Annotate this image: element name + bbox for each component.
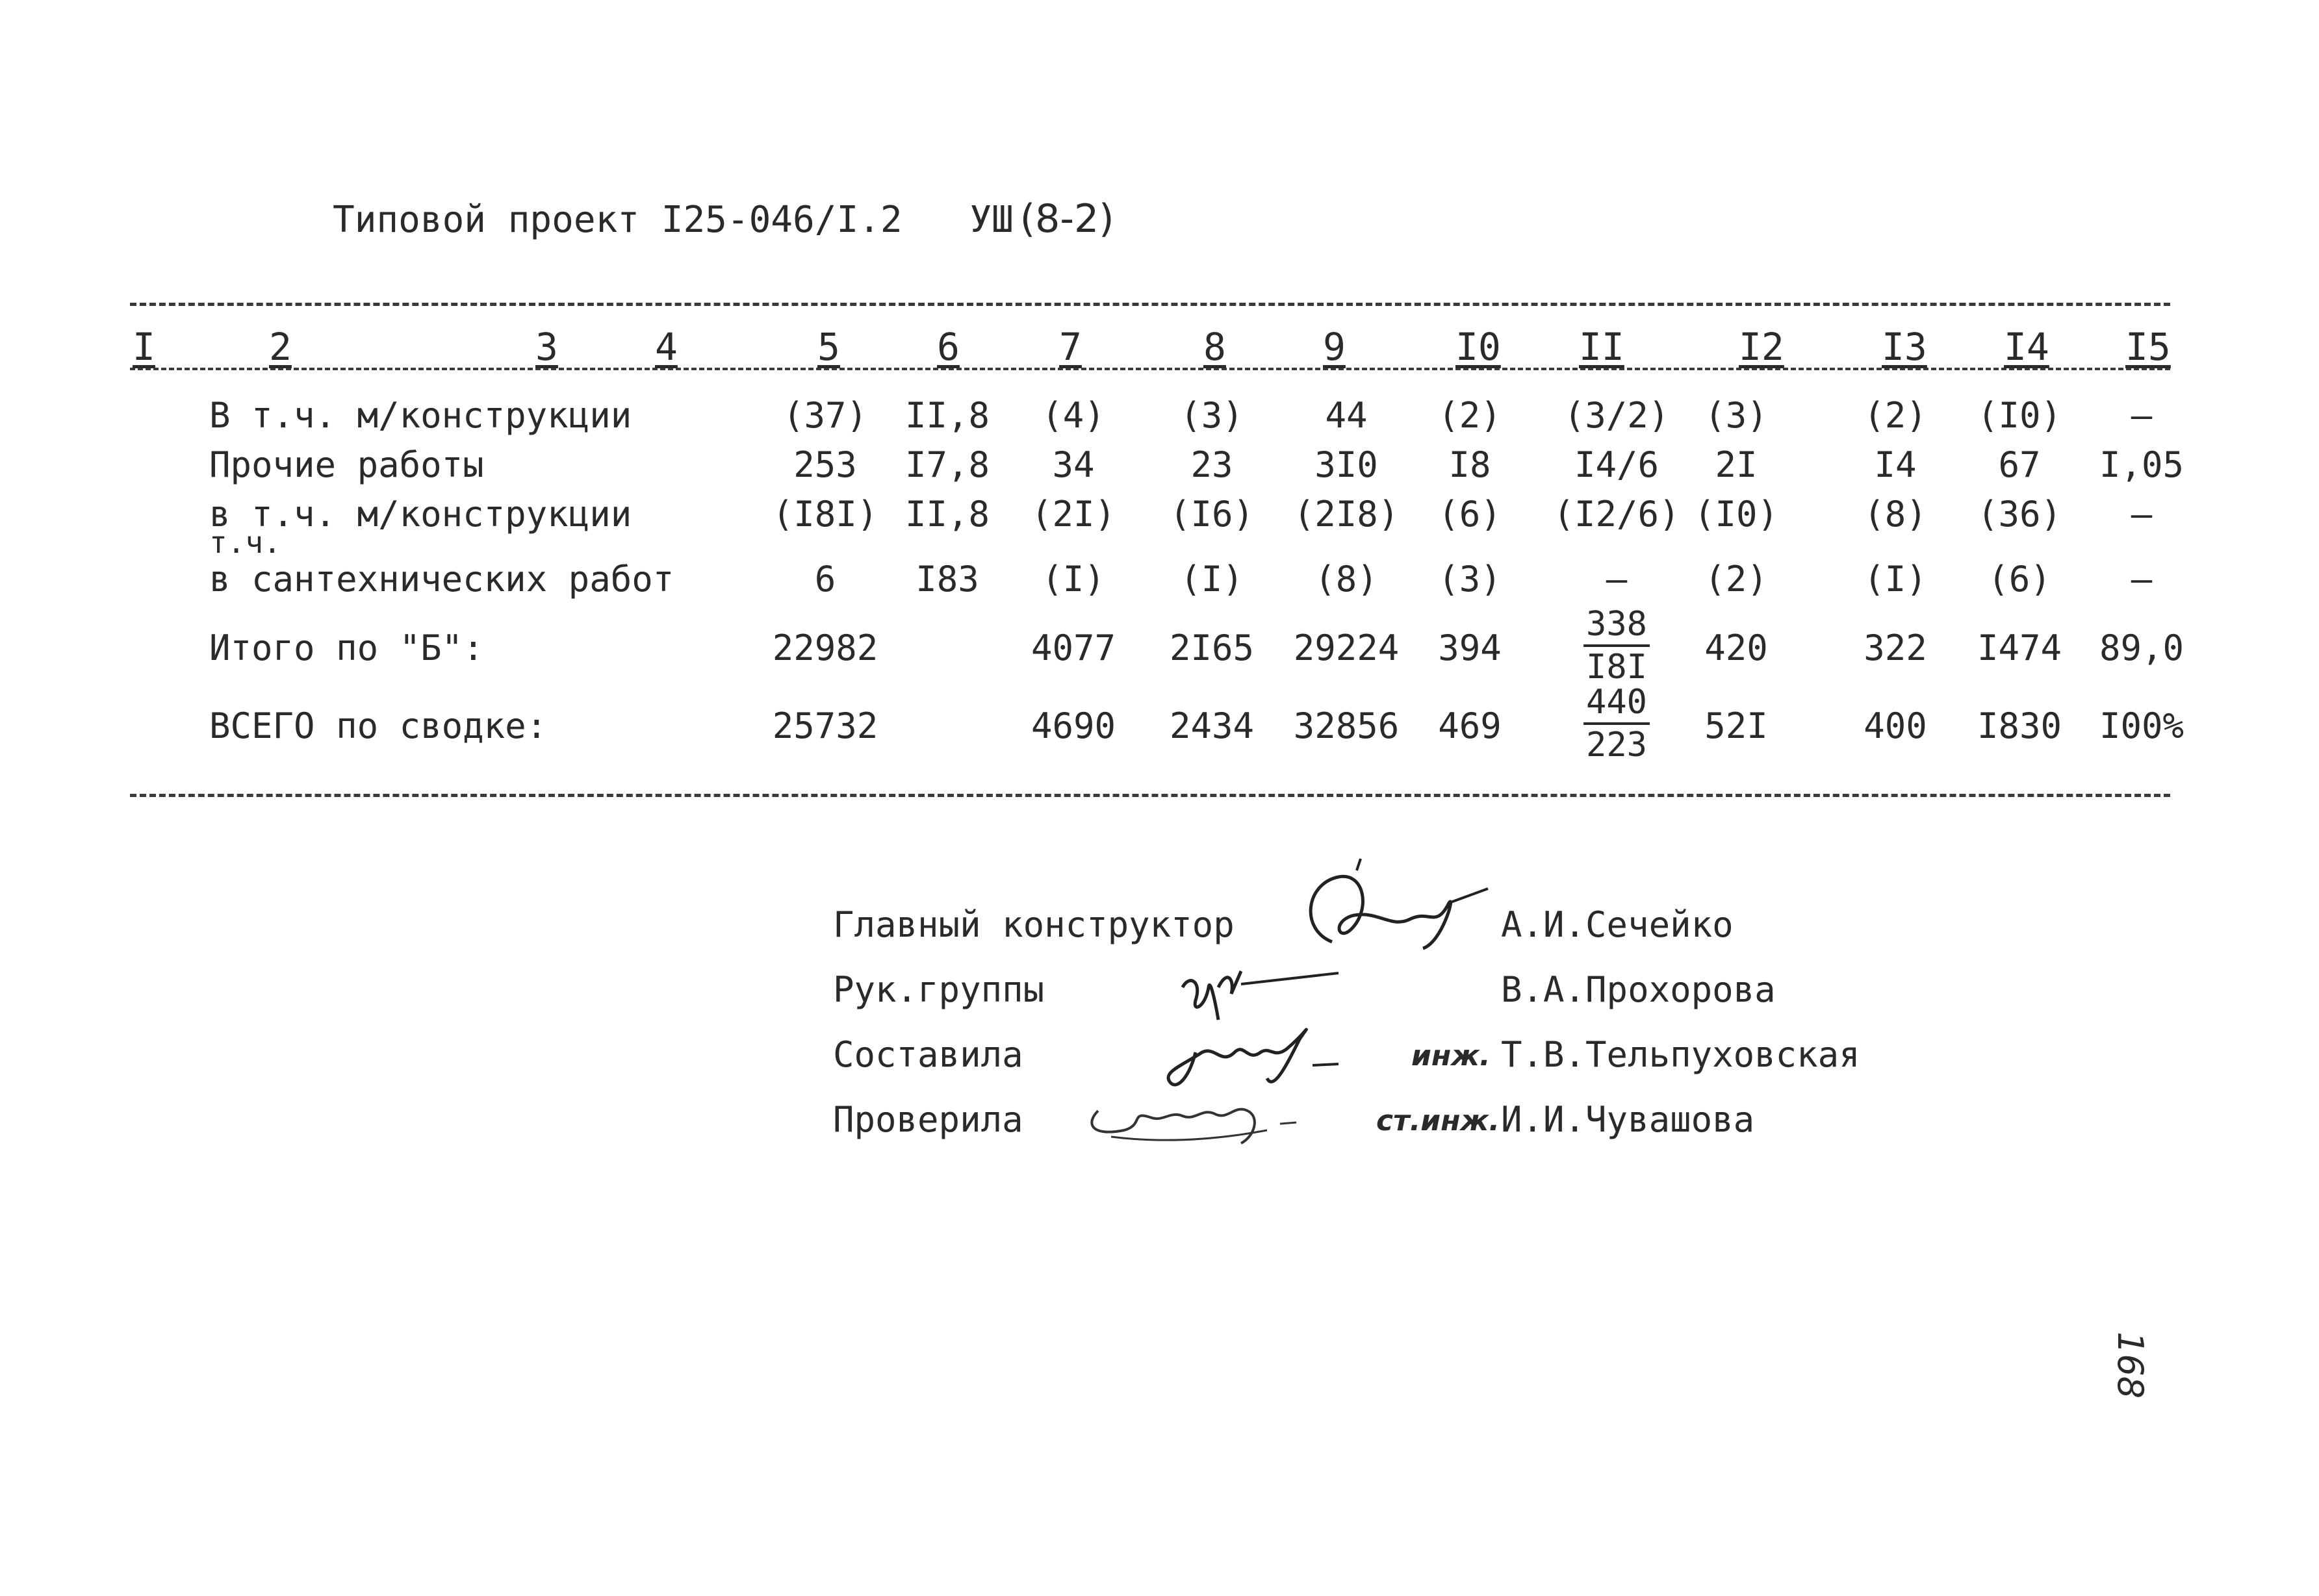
column-number: 2 — [269, 325, 292, 369]
table-cell: 400 — [1864, 705, 1927, 746]
signature-role: Главный конструктор — [833, 904, 1235, 945]
fraction-denominator: 223 — [1586, 726, 1647, 765]
column-number: 9 — [1323, 325, 1346, 369]
table-cell: 23 — [1190, 444, 1233, 485]
column-number: 5 — [817, 325, 840, 369]
top-dashed-rule — [130, 303, 2170, 306]
column-number: I4 — [2004, 325, 2049, 369]
project-title — [333, 196, 1114, 242]
project-code: УШ — [969, 199, 1014, 241]
row-label: ВСЕГО по сводке: — [209, 705, 548, 746]
table-cell: II,8 — [904, 395, 990, 436]
table-cell: (I) — [1180, 559, 1244, 600]
table-cell: I83 — [916, 559, 979, 600]
column-number: 4 — [655, 325, 678, 369]
table-cell: (3) — [1438, 559, 1502, 600]
column-number: 3 — [535, 325, 558, 369]
table-cell: 2I65 — [1169, 627, 1255, 668]
table-cell: 4077 — [1031, 627, 1116, 668]
column-number: 6 — [937, 325, 960, 369]
table-cell: I4/6 — [1574, 444, 1659, 485]
table-cell: (2) — [1704, 559, 1768, 600]
column-number: I3 — [1882, 325, 1927, 369]
table-cell: (I2/6) — [1553, 494, 1680, 535]
column-number: 8 — [1203, 325, 1226, 369]
table-cell: 3I0 — [1314, 444, 1378, 485]
signature-name: А.И.Сечейко — [1501, 904, 1734, 945]
table-cell: 32856 — [1293, 705, 1400, 746]
signature-checker — [1072, 1085, 1319, 1156]
table-cell: 52I — [1704, 705, 1768, 746]
table-cell: (4) — [1042, 395, 1105, 436]
row-label: в т.ч. м/конструкции — [209, 494, 632, 535]
row-label: В т.ч. м/конструкции — [209, 395, 632, 436]
signature-title: ст.инж. — [1376, 1104, 1500, 1137]
column-number: I5 — [2125, 325, 2171, 369]
row-label: Прочие работы — [209, 444, 484, 485]
table-cell: 4690 — [1031, 705, 1116, 746]
table-cell: (3/2) — [1563, 395, 1670, 436]
signature-name: Т.В.Тельпуховская — [1501, 1034, 1860, 1075]
table-cell: 469 — [1438, 705, 1502, 746]
table-cell: (I) — [1042, 559, 1105, 600]
table-cell: 89,0 — [2099, 627, 2184, 668]
table-cell: 44 — [1325, 395, 1368, 436]
project-number: Типовой проект I25-046/I.2 — [333, 199, 903, 241]
fraction-numerator: 440 — [1583, 682, 1650, 725]
table-cell: 322 — [1864, 627, 1927, 668]
table-cell: (3) — [1704, 395, 1768, 436]
fraction-denominator: I8I — [1586, 648, 1647, 687]
page-number: 168 — [2110, 1332, 2151, 1399]
project-code-suffix: (8-2) — [1019, 196, 1114, 242]
row-label-note: т.ч. — [209, 525, 281, 560]
table-cell: 6 — [814, 559, 836, 600]
table-cell: – — [2131, 395, 2153, 436]
table-cell: (8) — [1314, 559, 1378, 600]
signature-title: инж. — [1411, 1039, 1491, 1072]
table-cell: (3) — [1180, 395, 1244, 436]
column-number: I2 — [1739, 325, 1784, 369]
signature-role: Рук.группы — [833, 969, 1045, 1010]
table-cell: I830 — [1977, 705, 2062, 746]
table-cell: II,8 — [904, 494, 990, 535]
table-cell: – — [2131, 494, 2153, 535]
column-number: I — [133, 325, 155, 369]
table-cell: I00% — [2099, 705, 2184, 746]
row-label: в сантехнических работ — [209, 559, 674, 600]
column-dashed-rule — [130, 368, 2170, 370]
table-cell: I8 — [1448, 444, 1491, 485]
table-cell: (2I8) — [1293, 494, 1400, 535]
signature-role: Составила — [833, 1034, 1023, 1075]
table-cell: I,05 — [2099, 444, 2184, 485]
table-cell: (I) — [1864, 559, 1927, 600]
table-cell: 29224 — [1293, 627, 1400, 668]
fraction-cell — [1583, 682, 1650, 765]
signature-chief-designer — [1293, 857, 1494, 955]
table-cell: (I8I) — [772, 494, 878, 535]
table-cell: (2) — [1438, 395, 1502, 436]
signature-name: И.И.Чувашова — [1501, 1099, 1755, 1140]
fraction-numerator: 338 — [1583, 604, 1650, 647]
table-cell: I7,8 — [904, 444, 990, 485]
table-cell: 25732 — [772, 705, 878, 746]
table-cell: (6) — [1438, 494, 1502, 535]
column-number: II — [1579, 325, 1624, 369]
column-number: I0 — [1455, 325, 1501, 369]
table-cell: 67 — [1998, 444, 2041, 485]
table-cell: 253 — [793, 444, 857, 485]
table-cell: 22982 — [772, 627, 878, 668]
fraction-cell — [1583, 604, 1650, 687]
table-cell: (2I) — [1031, 494, 1116, 535]
table-cell: 2434 — [1169, 705, 1255, 746]
table-cell: 394 — [1438, 627, 1502, 668]
bottom-dashed-rule — [130, 794, 2170, 797]
table-cell: – — [2131, 559, 2153, 600]
table-cell: (8) — [1864, 494, 1927, 535]
table-cell: (37) — [782, 395, 868, 436]
table-cell: I474 — [1977, 627, 2062, 668]
table-cell: (I6) — [1169, 494, 1255, 535]
table-cell: 34 — [1052, 444, 1095, 485]
table-cell: (36) — [1977, 494, 2062, 535]
table-cell: 420 — [1704, 627, 1768, 668]
table-cell: – — [1606, 559, 1628, 600]
table-cell: (I0) — [1977, 395, 2062, 436]
table-cell: I4 — [1874, 444, 1917, 485]
table-cell: (2) — [1864, 395, 1927, 436]
signature-name: В.А.Прохорова — [1501, 969, 1776, 1010]
row-label: Итого по "Б": — [209, 627, 484, 668]
table-cell: (6) — [1988, 559, 2051, 600]
signature-role: Проверила — [833, 1099, 1023, 1140]
table-cell: (I0) — [1693, 494, 1779, 535]
table-cell: 2I — [1715, 444, 1758, 485]
column-number: 7 — [1059, 325, 1082, 369]
